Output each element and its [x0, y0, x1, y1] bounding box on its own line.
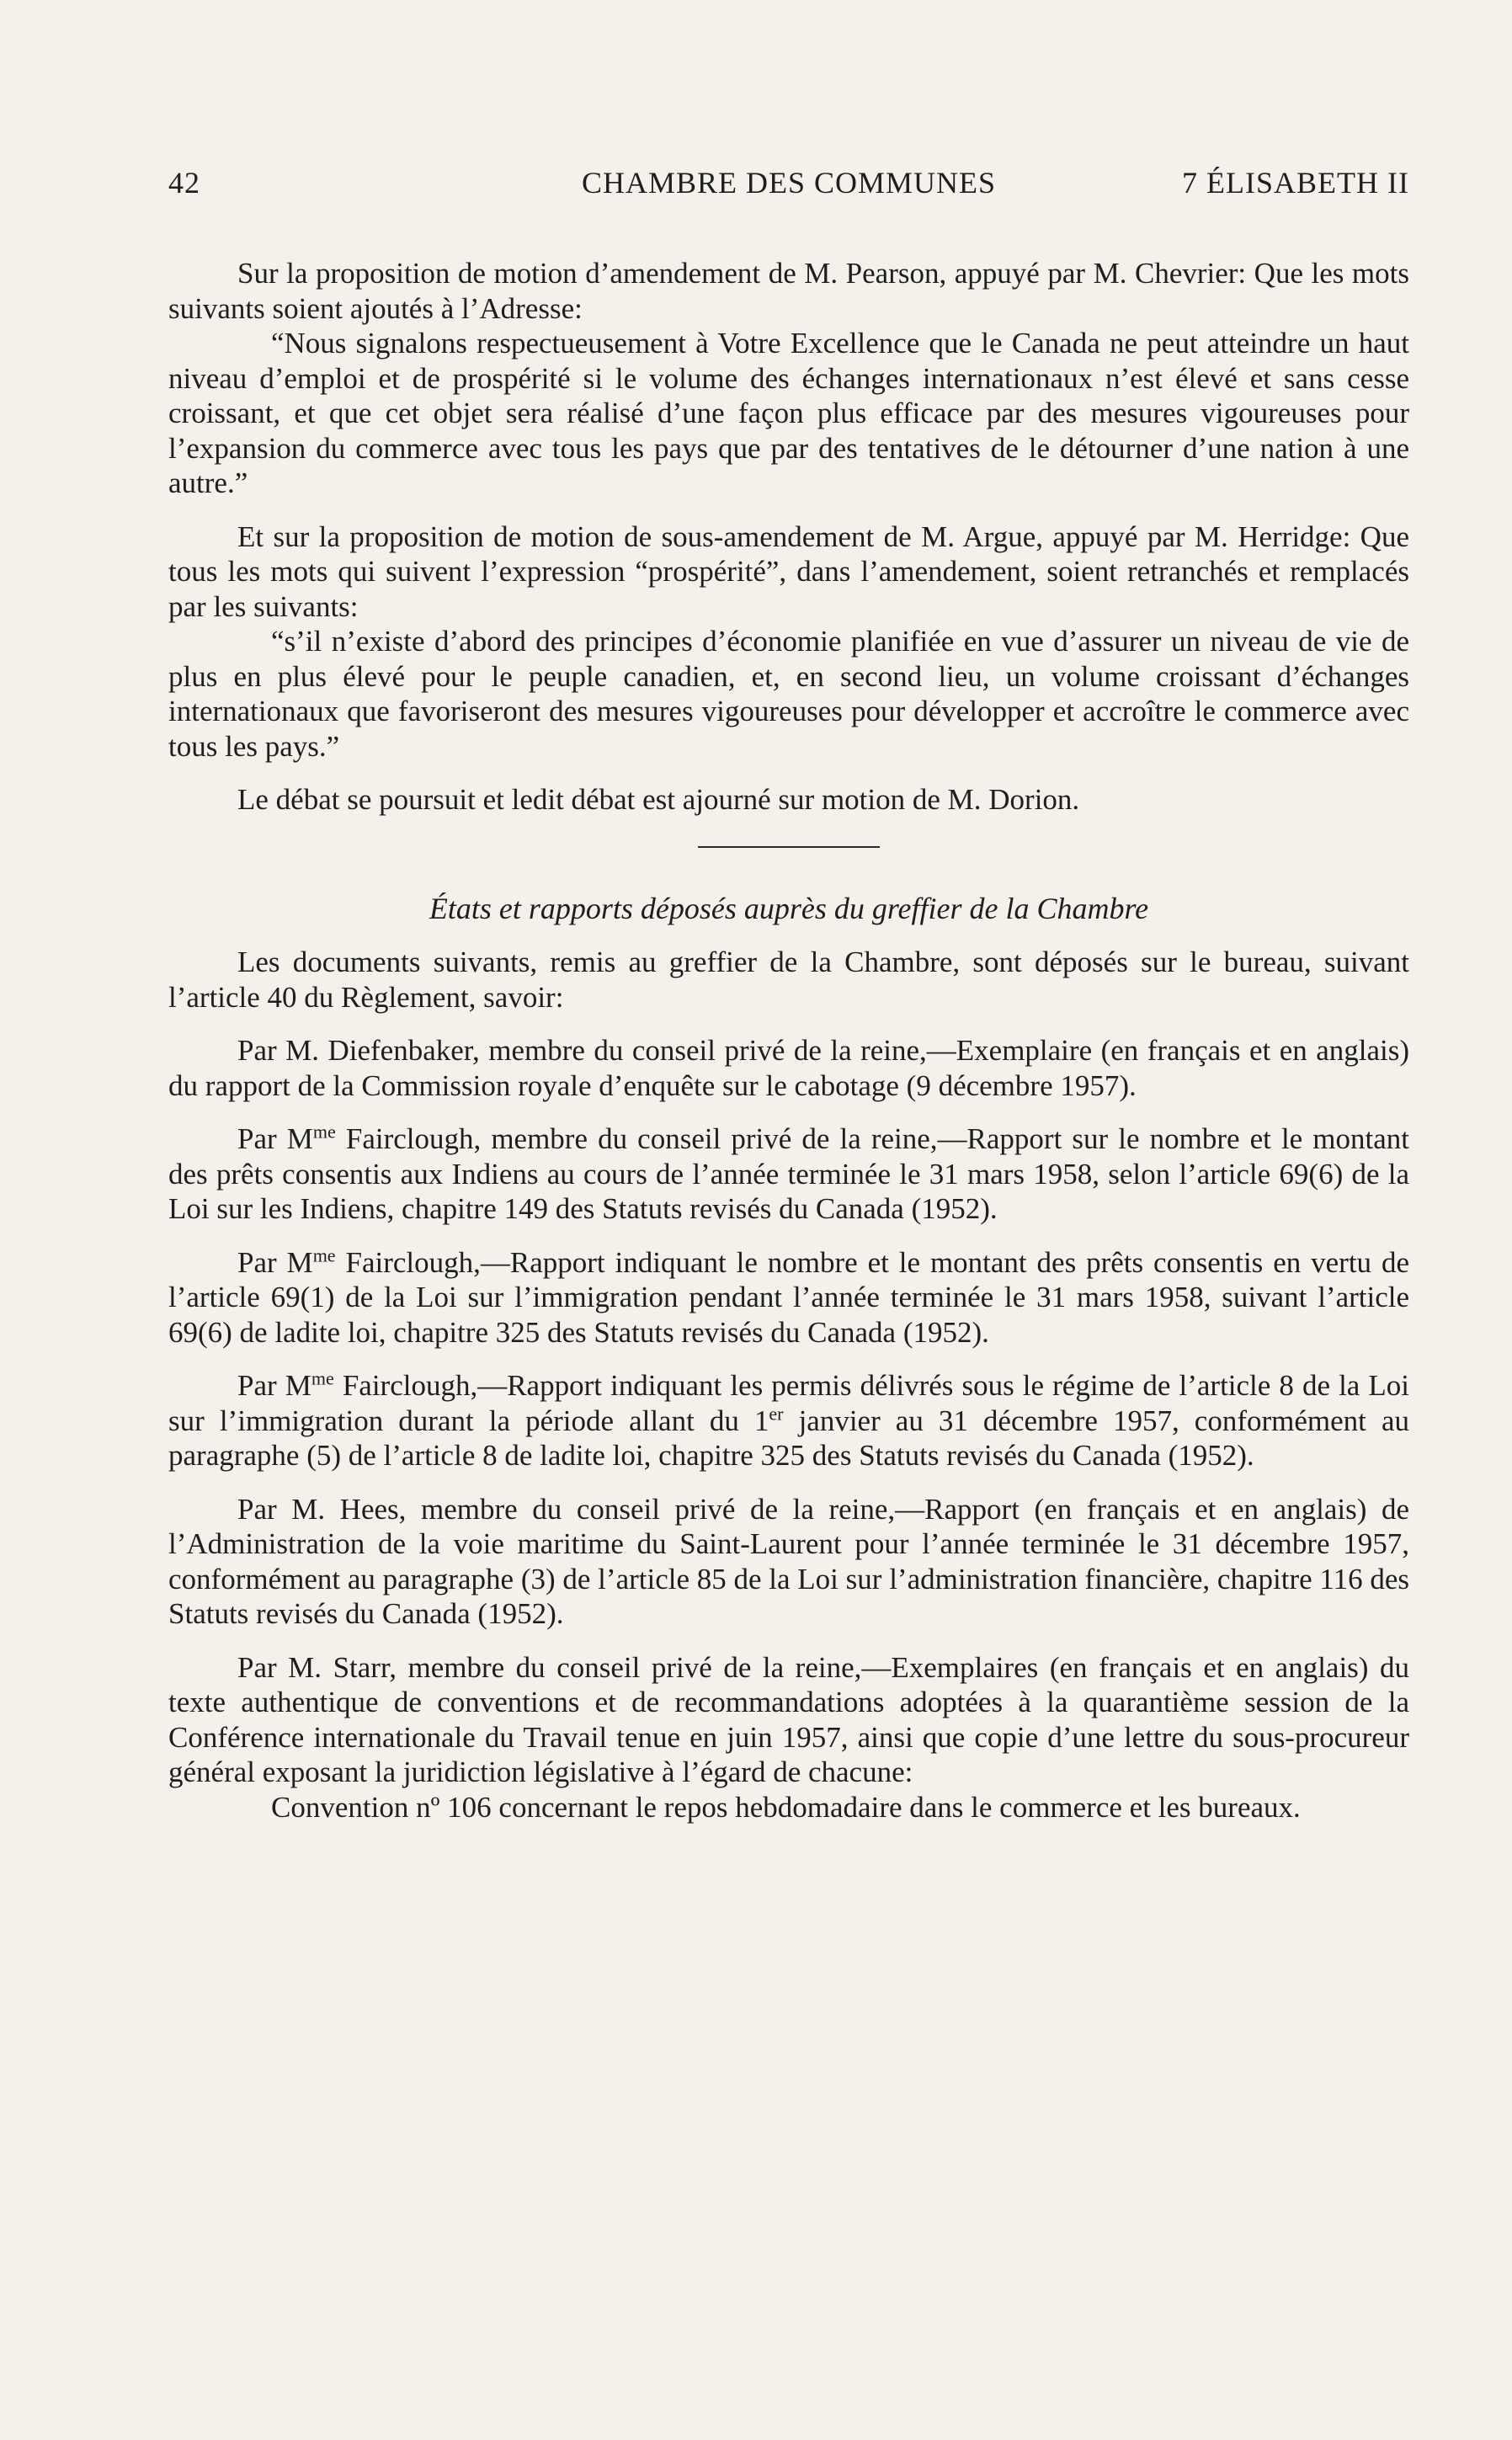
- regnal-year: 7 ÉLISABETH II: [1182, 166, 1409, 200]
- running-title: CHAMBRE DES COMMUNES: [581, 166, 997, 200]
- debate-adjourned-paragraph: Le débat se poursuit et ledit débat est ajourné sur motion de M. Dorion.: [237, 783, 1080, 816]
- section-title: États et rapports déposés auprès du greffier de la Chambre: [429, 891, 1149, 925]
- document-entry-fairclough-indians: Par $M^{me}$ Fairclough, membre du conseil privé de la reine,—Rapport sur le nombre et le montant des prêts consentis aux Indiens au cours de l’année terminée le 31 mars 1958, selon l’article 69(6) de la Loi sur les Indiens, chapitre 149 des Statuts revisés du Canada (1952).: [168, 1121, 1409, 1225]
- document-entry-fairclough-loans: Par $M^{me}$ Fairclough,—Rapport indiquant le nombre et le montant des prêts consentis en vertu de l’article 69(1) de la Loi sur l’immigration pendant l’année terminée le 31 mars 1958, suivant l’article 69(6) de ladite loi, chapitre 325 des Statuts revisés du Canada (1952).: [168, 1244, 1409, 1349]
- document-entry-hees: Par M. Hees, membre du conseil privé de la reine,—Rapport (en français et en anglais) de l’Administration de la voie maritime du Saint-Laurent pour l’année terminée le 31 décembre 1957, conformément au paragraphe (3) de l’article 85 de la Loi sur l’administration financière, chapitre 116 des Statuts revisés du Canada (1952).: [168, 1492, 1409, 1630]
- document-entry-fairclough-permits: Par $M^{me}$ Fairclough,—Rapport indiquant les permis délivrés sous le régime de l’article 8 de la Loi sur l’immigration durant la période allant du 1er janvier au 31 décembre 1957, conformément au paragraphe (5) de l’article 8 de ladite loi, chapitre 325 des Statuts revisés du Canada (1952).: [168, 1367, 1410, 1472]
- page-body: [168, 256, 1409, 1843]
- page-number: 42: [168, 166, 200, 200]
- subamendment-motion-paragraph: Et sur la proposition de motion de sous-amendement de M. Argue, appuyé par M. Herridge: Que tous les mots qui suivent l’expression “prospérité”, dans l’amendement, soient retranchés et remplacés par les suivants:: [168, 519, 1409, 623]
- subamendment-quote: “s’il n’existe d’abord des principes d’économie planifiée en vue d’assurer un niveau de vie de plus en plus élevé pour le peuple canadien, et, en second lieu, un volume croissant d’échanges internationaux que favoriseront des mesures vigoureuses pour développer et accroître le commerce avec tous les pays.”: [168, 625, 1409, 763]
- document-entry-starr: Par M. Starr, membre du conseil privé de la reine,—Exemplaires (en français et en anglais) du texte authentique de conventions et de recommandations adoptées à la quarantième session de la Conférence internationale du Travail tenue en juin 1957, ainsi que copie d’une lettre du sous-procureur général exposant la juridiction législative à l’égard de chacune:: [168, 1650, 1409, 1788]
- documents-intro-paragraph: Les documents suivants, remis au greffier de la Chambre, sont déposés sur le bureau, suivant l’article 40 du Règlement, savoir:: [168, 946, 1409, 1014]
- page-header: [168, 165, 1409, 207]
- document-entry-diefenbaker: Par M. Diefenbaker, membre du conseil privé de la reine,—Exemplaire (en français et en anglais) du rapport de la Commission royale d’enquête sur le cabotage (9 décembre 1957).: [168, 1034, 1409, 1102]
- amendment-quote: “Nous signalons respectueusement à Votre Excellence que le Canada ne peut atteindre un haut niveau d’emploi et de prospérité si le volume des échanges internationaux n’est élevé et sans cesse croissant, et que cet objet sera réalisé d’une façon plus efficace par des mesures vigoureuses pour l’expansion du commerce avec tous les pays que par des tentatives de le détourner d’une nation à une autre.”: [168, 327, 1409, 499]
- convention-item: Convention nº 106 concernant le repos hebdomadaire dans le commerce et les bureaux.: [271, 1790, 1301, 1824]
- section-divider: [698, 846, 880, 848]
- amendment-motion-paragraph: Sur la proposition de motion d’amendement de M. Pearson, appuyé par M. Chevrier: Que les mots suivants soient ajoutés à l’Adresse:: [168, 257, 1409, 325]
